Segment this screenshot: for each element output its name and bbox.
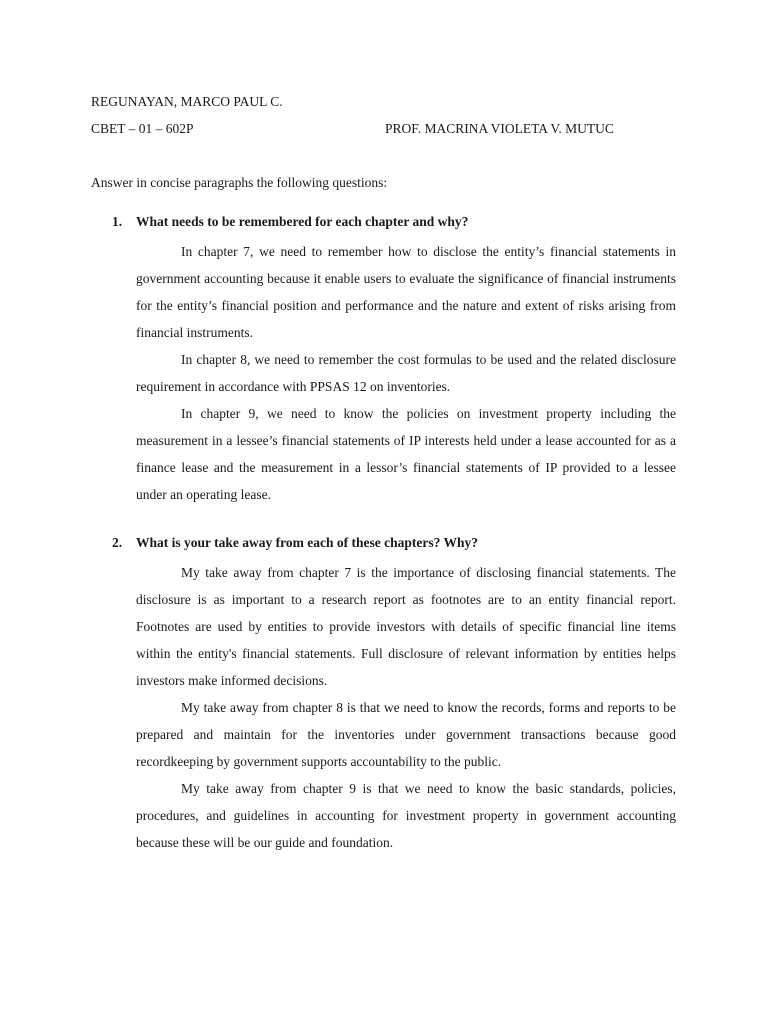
answer-paragraph: In chapter 7, we need to remember how to disclose the entity’s financial statements in government accounting because it enable users to evaluate the significance of financial instruments for the entity’s financial position and performance and the nature and extent of risks arising from financial instruments. bbox=[136, 244, 676, 340]
instruction-text: Answer in concise paragraphs the following questions: bbox=[91, 175, 388, 190]
professor-name: PROF. MACRINA VIOLETA V. MUTUC bbox=[385, 121, 614, 136]
course-line bbox=[91, 121, 677, 137]
answer-paragraph: My take away from chapter 8 is that we need to know the records, forms and reports to be prepared and maintain for the inventories under government transactions because good recordkeeping by government supports accountability to the public. bbox=[136, 700, 676, 769]
question-2-heading bbox=[112, 535, 676, 551]
question-1-text: What needs to be remembered for each chapter and why? bbox=[136, 214, 469, 229]
answer-paragraph: My take away from chapter 9 is that we need to know the basic standards, policies, procedures, and guidelines in accounting for investment property in government accounting because these will be our guide and foundation. bbox=[136, 781, 676, 850]
question-2-number: 2. bbox=[112, 535, 123, 550]
student-name: REGUNAYAN, MARCO PAUL C. bbox=[91, 94, 283, 109]
question-1-answers bbox=[136, 238, 676, 508]
question-2 bbox=[112, 535, 676, 856]
question-2-text: What is your take away from each of these chapters? Why? bbox=[136, 535, 478, 550]
question-1-heading bbox=[112, 214, 676, 230]
question-1-number: 1. bbox=[112, 214, 123, 229]
answer-paragraph: My take away from chapter 7 is the importance of disclosing financial statements. The disclosure is as important to a research report as footnotes are to an entity financial report. Footnotes are used by entities to provide investors with details of specific financial line items within the entity's financial statements. Full disclosure of relevant information by entities helps investors make informed decisions. bbox=[136, 565, 676, 688]
course-code: CBET – 01 – 602P bbox=[91, 121, 194, 136]
question-1 bbox=[112, 214, 676, 508]
answer-paragraph: In chapter 9, we need to know the policies on investment property including the measurement in a lessee’s financial statements of IP interests held under a lease accounted for as a finance lease and the measurement in a lessor’s financial statements of IP provided to a lessee under an operating lease. bbox=[136, 406, 676, 502]
answer-paragraph: In chapter 8, we need to remember the cost formulas to be used and the related disclosure requirement in accordance with PPSAS 12 on inventories. bbox=[136, 352, 676, 394]
question-2-answers bbox=[136, 559, 676, 856]
